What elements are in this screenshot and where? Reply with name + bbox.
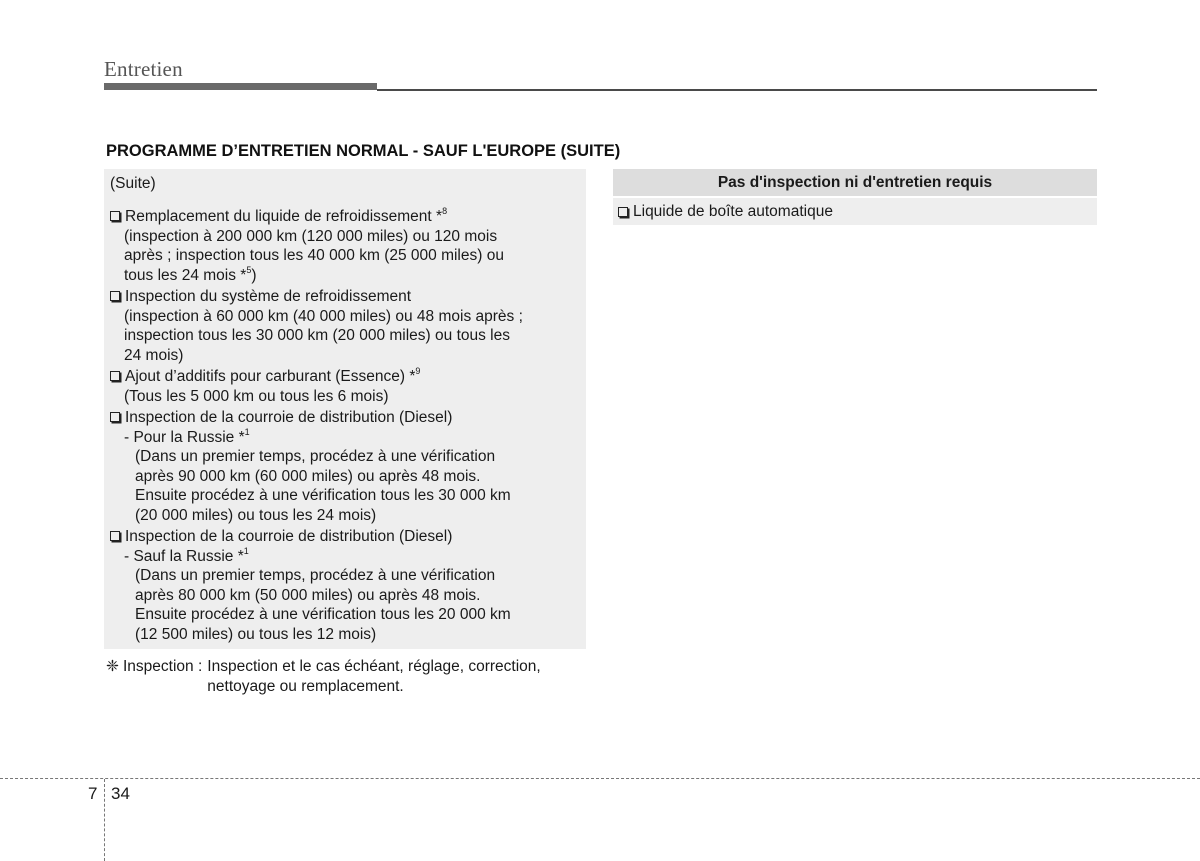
note-label: Inspection : bbox=[123, 658, 203, 675]
list-item bbox=[110, 408, 580, 525]
item-detail: (Tous les 5 000 km ou tous les 6 mois) bbox=[124, 387, 389, 405]
footnote-ref: 8 bbox=[442, 206, 448, 216]
checkbox-icon bbox=[110, 211, 120, 221]
chapter-number: 7 bbox=[88, 784, 98, 803]
item-title: Remplacement du liquide de refroidissement *$^8$ bbox=[110, 207, 580, 227]
item-detail: (12 500 miles) ou tous les 12 mois) bbox=[135, 625, 377, 643]
checkbox-icon bbox=[110, 371, 120, 381]
page-header-title: Entretien bbox=[104, 57, 183, 81]
item-title: Inspection de la courroie de distribution (Diesel) bbox=[110, 408, 580, 428]
footnote-ref: 5 bbox=[246, 264, 252, 275]
checkbox-icon bbox=[110, 412, 120, 422]
list-item bbox=[110, 207, 580, 285]
inspection-note bbox=[106, 657, 596, 697]
item-subheading: - Sauf la Russie *$^1$ bbox=[124, 545, 249, 565]
checkbox-icon bbox=[110, 291, 120, 301]
item-title: Ajout d’additifs pour carburant (Essence) *$^9$ bbox=[110, 367, 580, 387]
header-rule-thick bbox=[104, 83, 377, 90]
item-title: Inspection de la courroie de distribution (Diesel) bbox=[110, 527, 580, 547]
section-title: PROGRAMME D’ENTRETIEN NORMAL - SAUF L'EUROPE (SUITE) bbox=[106, 142, 621, 160]
list-item bbox=[110, 287, 580, 365]
left-panel bbox=[104, 169, 586, 649]
asterism-icon: ❈ bbox=[106, 658, 119, 675]
item-title: Inspection du système de refroidissement bbox=[110, 287, 580, 307]
no-inspection-row bbox=[613, 198, 1097, 225]
checkbox-icon bbox=[618, 207, 628, 217]
footnote-ref: 1 bbox=[243, 545, 249, 556]
item-detail: (Dans un premier temps, procédez à une vérification bbox=[135, 567, 496, 584]
item-detail: après 90 000 km (60 000 miles) ou après 48 mois. bbox=[135, 467, 481, 485]
item-subheading: - Pour la Russie *$^1$ bbox=[124, 426, 250, 446]
item-detail: inspection tous les 30 000 km (20 000 miles) ou tous les bbox=[124, 327, 510, 344]
item-detail: Ensuite procédez à une vérification tous les 20 000 km bbox=[135, 606, 511, 623]
item-detail: (inspection à 200 000 km (120 000 miles) ou 120 mois bbox=[124, 227, 498, 245]
item-detail: (Dans un premier temps, procédez à une vérification bbox=[135, 448, 496, 465]
footer-vertical-divider bbox=[104, 779, 105, 861]
suite-label: (Suite) bbox=[110, 175, 156, 192]
item-detail: Ensuite procédez à une vérification tous les 30 000 km bbox=[135, 487, 511, 504]
no-inspection-header: Pas d'inspection ni d'entretien requis bbox=[613, 169, 1097, 196]
list-item bbox=[110, 367, 580, 406]
item-detail: (inspection à 60 000 km (40 000 miles) ou 48 mois après ; bbox=[124, 307, 523, 325]
page-number: 34 bbox=[111, 784, 130, 803]
checkbox-icon bbox=[110, 531, 120, 541]
footer-divider bbox=[0, 778, 1200, 779]
item-detail: tous les 24 mois *$^5$) bbox=[124, 264, 257, 284]
note-text: nettoyage ou remplacement. bbox=[207, 678, 404, 695]
item-detail: (20 000 miles) ou tous les 24 mois) bbox=[135, 506, 377, 524]
item-detail: 24 mois) bbox=[124, 346, 184, 364]
header-rule-thin bbox=[377, 89, 1097, 91]
no-inspection-item: Liquide de boîte automatique bbox=[633, 202, 833, 220]
footnote-ref: 1 bbox=[244, 426, 250, 437]
note-text: Inspection et le cas échéant, réglage, correction, bbox=[207, 658, 541, 675]
footnote-ref: 9 bbox=[415, 366, 421, 376]
item-detail: après ; inspection tous les 40 000 km (25 000 miles) ou bbox=[124, 247, 504, 264]
item-detail: après 80 000 km (50 000 miles) ou après 48 mois. bbox=[135, 586, 481, 604]
maintenance-items bbox=[110, 207, 580, 646]
list-item bbox=[110, 527, 580, 644]
